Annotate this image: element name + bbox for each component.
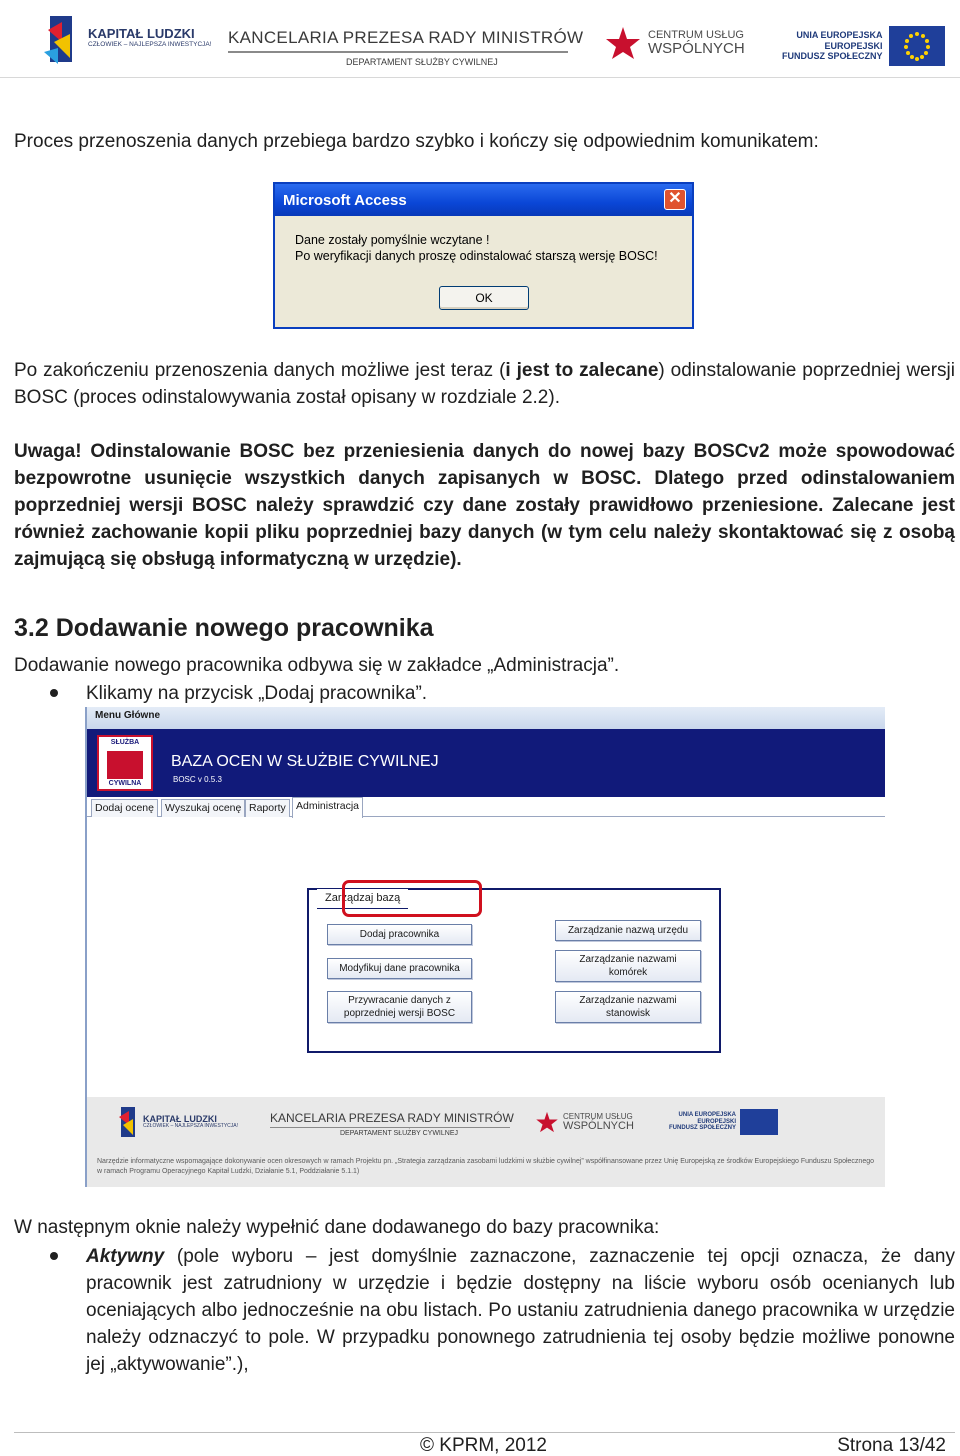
kapital-ludzki-title: KAPITAŁ LUDZKI <box>88 25 195 41</box>
eu-line1: UNIA EUROPEJSKA <box>796 30 883 41</box>
kprm-divider <box>228 51 568 53</box>
app-footer-cuw-line2: WSPÓLNYCH <box>563 1119 634 1132</box>
app-footer-eu-line1: UNIA EUROPEJSKA <box>678 1111 737 1118</box>
bosc-app-screenshot <box>85 707 883 1187</box>
dialog-message-line1: Dane zostały pomyślnie wczytane ! <box>295 233 490 247</box>
eu-line2: EUROPEJSKI <box>824 40 883 51</box>
manage-positions-line1: Zarządzanie nazwami <box>579 995 677 1006</box>
cuw-line2: WSPÓLNYCH <box>648 40 745 57</box>
footer-divider <box>14 1432 955 1433</box>
cuw-logo <box>604 26 745 60</box>
kapital-ludzki-small-icon <box>117 1105 139 1139</box>
app-footer-kl-title: KAPITAŁ LUDZKI <box>143 1114 217 1124</box>
app-banner <box>87 729 885 797</box>
ok-button[interactable]: OK <box>439 286 529 310</box>
tab-wyszukaj-ocene[interactable]: Wyszukaj ocenę <box>161 799 245 817</box>
tab-administracja[interactable]: Administracja <box>292 797 363 818</box>
highlight-annotation <box>342 880 482 917</box>
manage-positions-button[interactable] <box>555 991 701 1023</box>
civil-service-crest-icon <box>97 735 153 791</box>
page-header <box>0 0 960 78</box>
eu-line3: FUNDUSZ SPOŁECZNY <box>782 51 883 62</box>
aktywny-term: Aktywny <box>86 1246 165 1267</box>
warning-paragraph: Uwaga! Odinstalowanie BOSC bez przeniesienia danych do nowej bazy BOSCv2 może spowodować bezpowrotne usunięcie wszystkich danych zapisanych w BOSC. Dlatego przed odinstalowaniem poprzedniej wersji BOSC należy sprawdzić czy dane zostały prawidłowo przeniesione. Zalecane jest również zachowanie kopii pliku poprzedniej bazy danych (w tym celu należy skontaktować się z osobą zajmującą się obsługą informatyczną w urzędzie). <box>14 441 955 570</box>
intro-paragraph: Proces przenoszenia danych przebiega bardzo szybko i kończy się odpowiednim komunikatem: <box>14 131 819 152</box>
dialog-title: Microsoft Access <box>283 192 407 209</box>
cuw-line1: CENTRUM USŁUG <box>648 29 744 41</box>
app-tab-bar <box>87 797 885 817</box>
kapital-ludzki-tagline: CZŁOWIEK – NAJLEPSZA INWESTYCJA! <box>88 41 212 49</box>
app-footer-kl-tagline: CZŁOWIEK – NAJLEPSZA INWESTYCJA! <box>143 1123 239 1129</box>
app-footer-eu-logo <box>669 1109 778 1135</box>
app-footer-kprm-title: KANCELARIA PREZESA RADY MINISTRÓW <box>270 1111 514 1125</box>
kprm-title: KANCELARIA PREZESA RADY MINISTRÓW <box>228 28 584 47</box>
app-footer-kprm-subtitle: DEPARTAMENT SŁUŻBY CYWILNEJ <box>340 1130 458 1137</box>
kprm-logo <box>228 28 583 67</box>
eu-flag-icon <box>889 26 945 66</box>
bullet-dot <box>50 689 58 697</box>
app-footer-kl-logo <box>117 1105 238 1139</box>
bullet-dot <box>50 1252 58 1260</box>
footer-page-number: Strona 13/42 <box>837 1435 946 1456</box>
uninstall-text-a: Po zakończeniu przenoszenia danych możliwe jest teraz ( <box>14 360 506 381</box>
aktywny-description: (pole wyboru – jest domyślnie zaznaczone, zaznaczenie tej opcji oznacza, że dany pracownik jest zatrudniony w urzędzie i będzie dostępny na liście wyboru osób ocenianych lub oceniających albo jednocześnie na obu listach. Po ustaniu zatrudnienia danego pracownika w urzędzie należy odznaczyć to pole. W przypadku ponownego zatrudnienia tej osoby będzie możliwe ponowne jej „aktywowanie”.), <box>86 1246 955 1375</box>
eagle-icon <box>107 751 143 779</box>
uninstall-paragraph <box>14 357 955 411</box>
manage-positions-line2: stanowisk <box>606 1008 650 1019</box>
kapital-ludzki-emblem <box>44 12 80 64</box>
manage-units-line1: Zarządzanie nazwami <box>579 954 677 965</box>
section-heading: 3.2 Dodawanie nowego pracownika <box>14 614 434 642</box>
app-footer-eu-line3: FUNDUSZ SPOŁECZNY <box>669 1125 737 1132</box>
app-menu-tab <box>87 707 885 729</box>
panel-title: Zarządzaj bazą <box>317 889 408 909</box>
manage-units-button[interactable] <box>555 950 701 982</box>
app-footer-cuw-line1: CENTRUM USŁUG <box>563 1111 633 1121</box>
footer-copyright: © KPRM, 2012 <box>420 1435 547 1456</box>
app-title: BAZA OCEN W SŁUŻBIE CYWILNEJ <box>171 753 439 770</box>
app-footer-cuw-logo <box>535 1111 634 1133</box>
tab-raporty[interactable]: Raporty <box>245 799 290 817</box>
cuw-small-star-icon <box>535 1111 559 1133</box>
modify-employee-button[interactable]: Modyfikuj dane pracownika <box>327 958 472 979</box>
app-footer-kprm-logo <box>270 1111 514 1137</box>
app-footer-text: Narzędzie informatyczne wspomagające dokonywanie ocen okresowych w ramach Projektu pn. „Strategia zarządzania zasobami ludzkimi w służbie cywilnej” współfinansowane przez Unię Europejską ze środków Europejskiego Funduszu Społecznego w ramach Programu Operacyjnego Kapitał Ludzki, Działanie 5.1, Poddziałanie 5.1.1) <box>97 1158 874 1175</box>
next-window-paragraph: W następnym oknie należy wypełnić dane dodawanego do bazy pracownika: <box>14 1217 660 1238</box>
restore-data-line1: Przywracanie danych z <box>348 995 451 1006</box>
uninstall-text-c: ) odinstalowanie poprzedniej wersji BOSC (proces odinstalowywania został opisany w rozdziale 2.2). <box>14 360 955 408</box>
admin-tab-paragraph: Dodawanie nowego pracownika odbywa się w zakładce „Administracja”. <box>14 655 620 676</box>
app-footer-eu-line2: EUROPEJSKI <box>697 1118 737 1125</box>
restore-data-button[interactable] <box>327 991 472 1023</box>
access-dialog <box>273 182 694 329</box>
crest-top-text: SŁUŻBA <box>110 739 140 746</box>
app-version: BOSC v 0.5.3 <box>173 775 222 784</box>
add-employee-button[interactable]: Dodaj pracownika <box>327 924 472 945</box>
cuw-star-icon <box>604 26 642 60</box>
app-footer <box>87 1097 885 1187</box>
dialog-message <box>295 232 658 264</box>
bullet-add-employee: Klikamy na przycisk „Dodaj pracownika”. <box>86 683 428 704</box>
bullet-aktywny <box>86 1243 955 1378</box>
tab-dodaj-ocene[interactable]: Dodaj ocenę <box>91 799 158 817</box>
app-menu-label[interactable]: Menu Główne <box>95 710 160 721</box>
kapital-ludzki-logo <box>44 12 212 64</box>
uninstall-text-bold: i jest to zalecane <box>505 360 659 381</box>
restore-data-line2: poprzedniej wersji BOSC <box>343 1008 456 1019</box>
close-icon[interactable]: ✕ <box>664 189 686 210</box>
eu-small-flag-icon <box>740 1109 778 1135</box>
crest-bottom-text: CYWILNA <box>108 780 142 787</box>
dialog-message-line2: Po weryfikacji danych proszę odinstalować starszą wersję BOSC! <box>295 249 658 263</box>
manage-units-line2: komórek <box>608 967 648 978</box>
eu-logo <box>782 26 945 66</box>
dialog-titlebar <box>275 184 692 216</box>
kprm-subtitle: DEPARTAMENT SŁUŻBY CYWILNEJ <box>346 57 498 67</box>
manage-office-name-button[interactable]: Zarządzanie nazwą urzędu <box>555 920 701 941</box>
